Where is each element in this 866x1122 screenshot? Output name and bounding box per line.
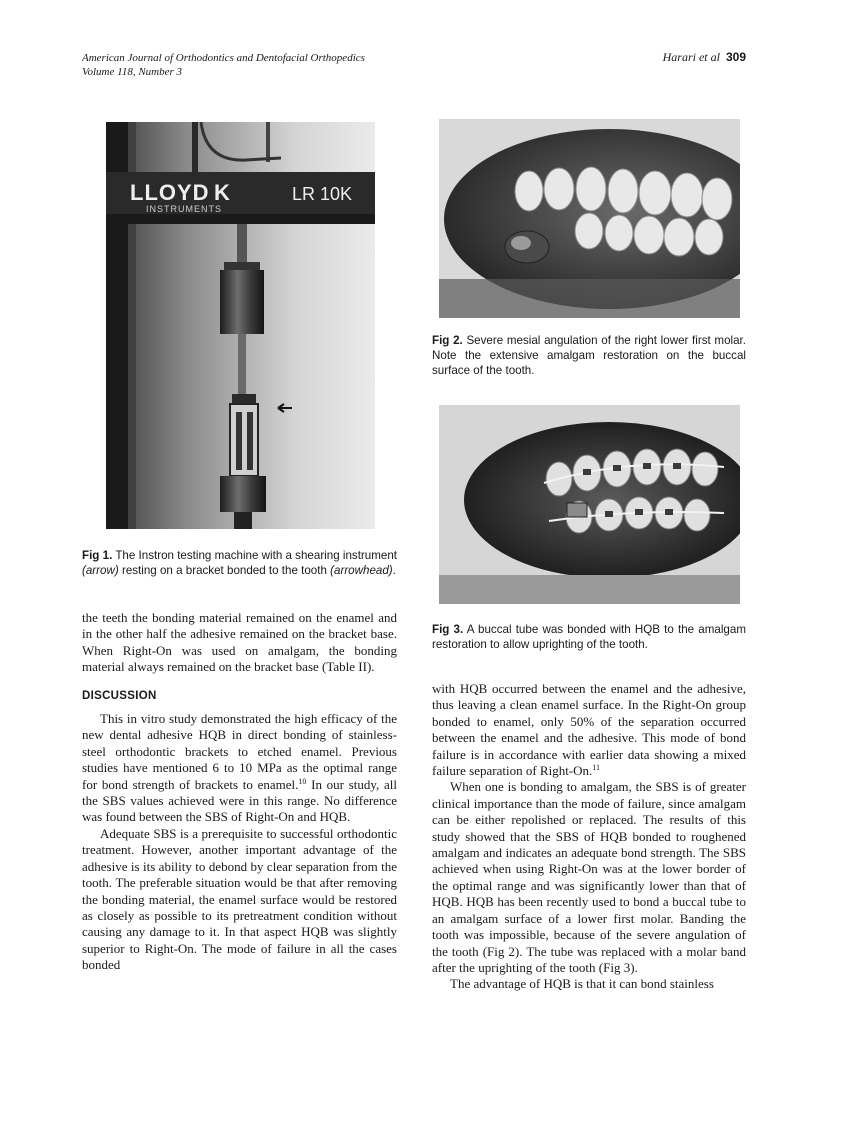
- fig2-caption: [432, 333, 746, 378]
- fig1-label: Fig 1.: [82, 549, 113, 562]
- fig3-photo: [439, 405, 740, 604]
- left-paragraph-3: Adequate SBS is a prerequisite to successful orthodontic treatment. However, another important advantage of the adhesive is its ability to debond by clear separation from the tooth. The preferable situation would be that after removing the bonding material, the enamel surface would be restored as closely as possible to its pretreatment condition without causing any damage to it. In that aspect HQB was slightly superior to Right-On. The mode of failure in all the cases bonded: [82, 825, 397, 973]
- section-heading-discussion: DISCUSSION: [82, 689, 157, 702]
- fig1-caption-end: .: [392, 564, 396, 577]
- machine-brand-mark: K: [214, 180, 230, 205]
- fig2-caption-text: Severe mesial angulation of the right lower first molar. Note the extensive amalgam restoration on the buccal surface of the tooth.: [432, 334, 746, 377]
- right-column: [432, 681, 746, 993]
- left-column: [82, 610, 397, 974]
- fig1-caption: [82, 548, 397, 578]
- right-paragraph-1a: with HQB occurred between the enamel and the adhesive, thus leaving a clean enamel surface. In the Right-On group bonded to enamel, only 50% of the separation occurred between the enamel and the adhesive. This mode of bond failure is in accordance with earlier data showing a mixed failure separation of Right-On.: [432, 681, 746, 779]
- fig3-caption-text: A buccal tube was bonded with HQB to the amalgam restoration to allow uprighting of the tooth.: [432, 623, 746, 651]
- fig1-photo: [106, 122, 375, 529]
- fig1-caption-text-a: The Instron testing machine with a shearing instrument: [115, 549, 398, 562]
- fig1-caption-arrow: (arrow): [82, 564, 119, 577]
- machine-brand-label: [130, 180, 230, 206]
- left-paragraph-2b: In our study, all the SBS values achieved were in this range. No difference was found between the SBS of Right-On and HQB.: [82, 776, 397, 825]
- journal-header: [82, 51, 365, 79]
- machine-sub-label: INSTRUMENTS: [146, 204, 222, 214]
- left-paragraph-1: the teeth the bonding material remained on the enamel and in the other half the adhesive remained on the bracket base. When Right-On was used on amalgam, the bonding material always remained on the bracket base (Table II).: [82, 610, 397, 675]
- fig2-photo: [439, 119, 740, 318]
- buccal-tube-illustration: [439, 405, 740, 604]
- journal-title: American Journal of Orthodontics and Dentofacial Orthopedics: [82, 52, 365, 64]
- right-paragraph-2: When one is bonding to amalgam, the SBS is of greater clinical importance than the mode of failure, since amalgam can be either repolished or replaced. The results of this study showed that the SBS of HQB bonded to roughened amalgam and indicates an adequate bond strength. The SBS achieved when using Right-On was at the lower border of the optimal range and was significantly lower than that of HQB. HQB has been recently used to bond a buccal tube to an amalgam surface of a lower first molar. Banding the tooth was impossible, because of the severe angulation of the tooth (Fig 2). The tube was replaced with a molar band after the uprighting of the tooth (Fig 3).: [432, 779, 746, 975]
- left-paragraph-2: [82, 711, 397, 826]
- machine-brand: LLOYD: [130, 180, 210, 205]
- left-paragraph-2a: This in vitro study demonstrated the high efficacy of the new dental adhesive HQB in direct bonding of stainless-steel orthodontic brackets to etched enamel. Previous studies have mentioned 6 to 10 MPa as the optimal range for bond strength of brackets to enamel.: [82, 711, 397, 792]
- right-paragraph-3: The advantage of HQB is that it can bond stainless: [450, 976, 714, 992]
- right-paragraph-1: [432, 681, 746, 779]
- machine-model-label: LR 10K: [292, 184, 353, 204]
- fig3-caption: [432, 622, 746, 652]
- fig3-label: Fig 3.: [432, 623, 464, 636]
- fig2-label: Fig 2.: [432, 334, 463, 347]
- running-head-authors: Harari et al: [662, 50, 720, 64]
- page-number: 309: [725, 50, 746, 64]
- reference-10: 10: [298, 776, 307, 786]
- fig1-caption-text-b: resting on a bracket bonded to the tooth: [121, 564, 327, 577]
- molar-angulation-illustration: [439, 119, 740, 318]
- fig1-caption-arrowhead: (arrowhead): [330, 564, 393, 577]
- running-head: [663, 50, 746, 65]
- journal-volume: Volume 118, Number 3: [82, 66, 183, 78]
- reference-11: 11: [592, 763, 600, 773]
